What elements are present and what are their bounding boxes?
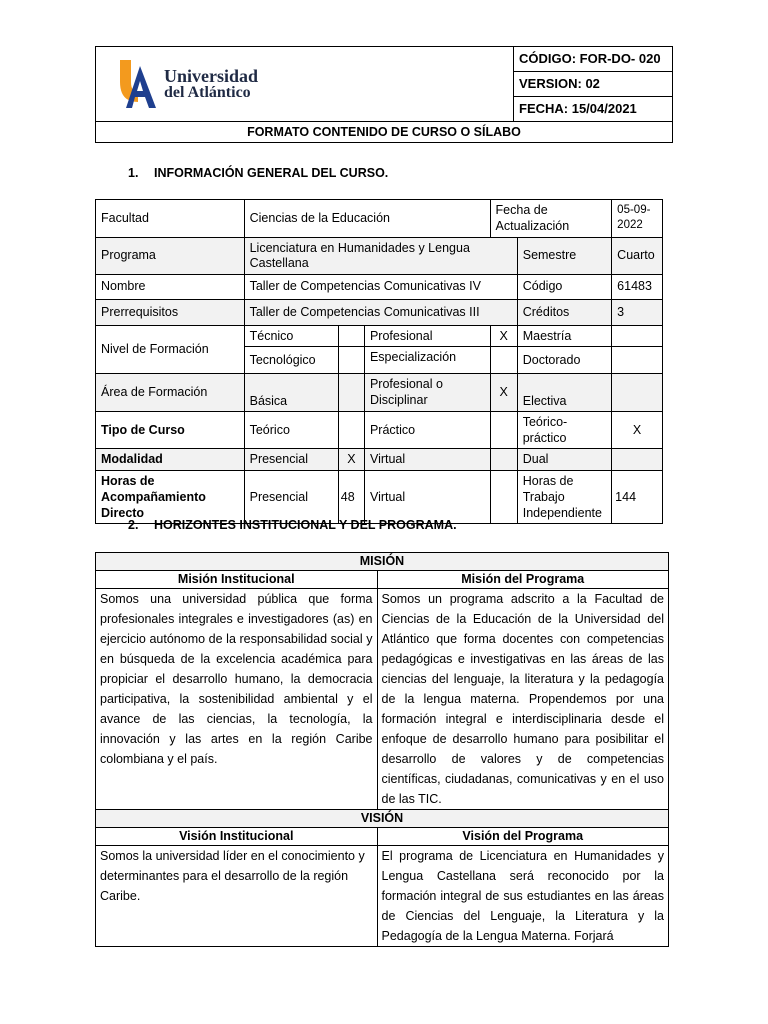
presencial-mark: X <box>338 449 364 470</box>
fecha-cell: FECHA: 15/04/2021 <box>514 97 673 122</box>
mision-programa-text: Somos un programa adscrito a la Facultad de Ciencias de la Educación de la Universidad del Atlántico que forma docentes con competencias pedagógicas e investigativas en las áreas de las ciencias del lenguaje, la literatura y la pedagogía de la lengua materna. Propendemos por una formación integral e interdisciplinaria desde el enfoque de desarrollo humano para posibilitar el desarrollo de valores y de competencias científicas, ciudadanas, comunicativas y en el uso de las TIC. <box>377 589 669 810</box>
nombre-label: Nombre <box>96 274 245 299</box>
logo-cell <box>96 47 514 122</box>
profesional-mark: X <box>490 325 517 346</box>
programa-label: Programa <box>96 237 245 274</box>
mision-institucional-label: Misión Institucional <box>96 571 378 589</box>
section-1-title: INFORMACIÓN GENERAL DEL CURSO. <box>154 166 389 180</box>
teorico-practico-label: Teórico-práctico <box>517 411 611 449</box>
basica-mark <box>338 373 364 411</box>
teorico-label: Teórico <box>244 411 338 449</box>
electiva-mark <box>612 373 663 411</box>
section-2-title: HORIZONTES INSTITUCIONAL Y DEL PROGRAMA. <box>154 518 457 532</box>
logo-text-line1: Universidad <box>164 66 259 86</box>
fecha-actualizacion-label: Fecha de Actualización <box>490 200 612 238</box>
practico-label: Práctico <box>364 411 490 449</box>
document-title: FORMATO CONTENIDO DE CURSO O SÍLABO <box>96 122 673 143</box>
teorico-mark <box>338 411 364 449</box>
vision-institucional-text: Somos la universidad líder en el conocimiento y determinantes para el desarrollo de la región Caribe. <box>96 846 378 947</box>
codigo-value: 61483 <box>612 274 663 299</box>
tecnico-label: Técnico <box>244 325 338 346</box>
dual-label: Dual <box>517 449 611 470</box>
especializacion-label: Especialización <box>364 346 490 373</box>
codigo-cell: CÓDIGO: FOR-DO- 020 <box>514 47 673 72</box>
especializacion-mark <box>490 346 517 373</box>
facultad-value: Ciencias de la Educación <box>244 200 490 238</box>
presencial-label: Presencial <box>244 449 338 470</box>
university-logo <box>118 58 513 110</box>
semestre-label: Semestre <box>517 237 611 274</box>
teorico-practico-mark: X <box>612 411 663 449</box>
basica-label: Básica <box>244 373 338 411</box>
semestre-value: Cuarto <box>612 237 663 274</box>
version-cell: VERSION: 02 <box>514 72 673 97</box>
virtual-mark <box>490 449 517 470</box>
horas-virtual-value <box>490 470 517 524</box>
vision-programa-text: El programa de Licenciatura en Humanidades y Lengua Castellana será reconocido por la formación integral de sus estudiantes en las áreas de Ciencias del Lenguaje, la Literatura y la Pedagogía de la Lengua Materna. Forjará <box>377 846 669 947</box>
nivel-formacion-label: Nivel de Formación <box>96 325 245 373</box>
horas-presencial-value: 48 <box>338 470 364 524</box>
section-2-number: 2. <box>128 518 139 532</box>
tecnologico-mark <box>338 346 364 373</box>
creditos-label: Créditos <box>517 299 611 325</box>
dual-mark <box>612 449 663 470</box>
creditos-value: 3 <box>612 299 663 325</box>
fecha-actualizacion-value: 05-09-2022 <box>612 200 663 238</box>
vision-programa-label: Visión del Programa <box>377 828 669 846</box>
section-1-heading <box>128 166 388 180</box>
university-logo-icon <box>118 58 158 110</box>
course-info-table <box>95 199 663 524</box>
area-formacion-label: Área de Formación <box>96 373 245 411</box>
mision-programa-label: Misión del Programa <box>377 571 669 589</box>
section-2-heading <box>128 518 457 532</box>
tecnico-mark <box>338 325 364 346</box>
horas-virtual-label: Virtual <box>364 470 490 524</box>
vision-institucional-label: Visión Institucional <box>96 828 378 846</box>
logo-text-line2: del Atlántico <box>164 84 251 101</box>
tipo-curso-label: Tipo de Curso <box>96 411 245 449</box>
maestria-label: Maestría <box>517 325 611 346</box>
horas-independiente-value: 144 <box>612 470 663 524</box>
electiva-label: Electiva <box>517 373 611 411</box>
document-header <box>95 46 673 143</box>
facultad-label: Facultad <box>96 200 245 238</box>
vision-heading: VISIÓN <box>96 810 669 828</box>
profesional-disciplinar-label: Profesional o Disciplinar <box>364 373 490 411</box>
programa-value: Licenciatura en Humanidades y Lengua Castellana <box>244 237 517 274</box>
practico-mark <box>490 411 517 449</box>
horizontes-table <box>95 552 669 947</box>
mision-heading: MISIÓN <box>96 553 669 571</box>
virtual-label: Virtual <box>364 449 490 470</box>
horas-acompanamiento-label: Horas de Acompañamiento Directo <box>96 470 245 524</box>
mision-institucional-text: Somos una universidad pública que forma profesionales integrales e investigadores (as) en ejercicio autónomo de la responsabilidad social y en búsqueda de la excelencia académica para propiciar el desarrollo humano, la democracia participativa, la sostenibilidad ambiental y el avance de las ciencias, la tecnología, la innovación y las artes en la región Caribe colombiana y el país. <box>96 589 378 810</box>
prerrequisitos-label: Prerrequisitos <box>96 299 245 325</box>
section-1-number: 1. <box>128 166 139 180</box>
tecnologico-label: Tecnológico <box>244 346 338 373</box>
doctorado-mark <box>612 346 663 373</box>
prerrequisitos-value: Taller de Competencias Comunicativas III <box>244 299 517 325</box>
maestria-mark <box>612 325 663 346</box>
horas-independiente-label: Horas de Trabajo Independiente <box>517 470 611 524</box>
modalidad-label: Modalidad <box>96 449 245 470</box>
codigo-label: Código <box>517 274 611 299</box>
profesional-label: Profesional <box>364 325 490 346</box>
doctorado-label: Doctorado <box>517 346 611 373</box>
nombre-value: Taller de Competencias Comunicativas IV <box>244 274 517 299</box>
horas-presencial-label: Presencial <box>244 470 338 524</box>
profesional-disciplinar-mark: X <box>490 373 517 411</box>
